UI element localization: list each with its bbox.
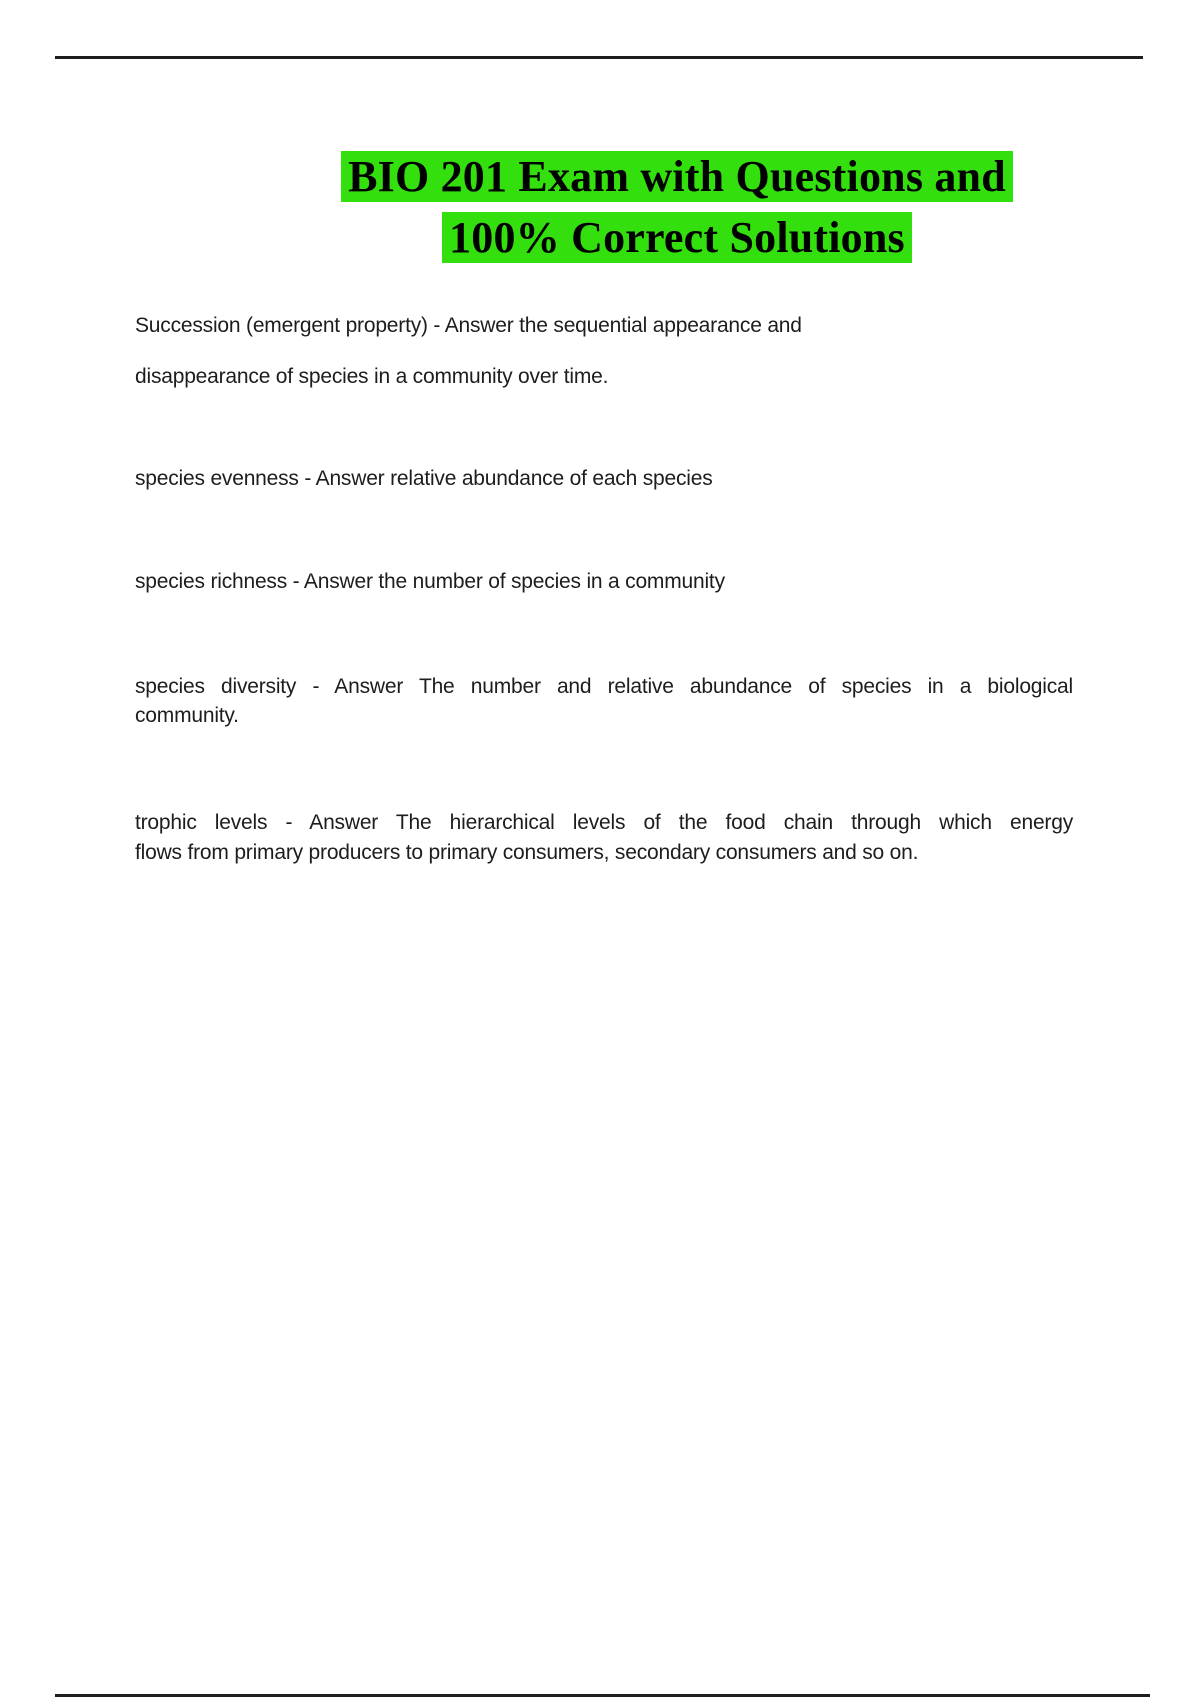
- qa-line: species evenness - Answer relative abundance of each species: [135, 467, 713, 490]
- document-title-line-2: 100% Correct Solutions: [442, 212, 912, 263]
- bottom-rule: [55, 1694, 1150, 1697]
- qa-line: trophic levels - Answer The hierarchical levels of the food chain through which energy: [135, 811, 1073, 834]
- qa-line: community.: [135, 704, 239, 727]
- qa-line: flows from primary producers to primary consumers, secondary consumers and so on.: [135, 841, 919, 864]
- top-rule: [55, 56, 1143, 59]
- document-title: [77, 146, 1200, 268]
- qa-line: species richness - Answer the number of species in a community: [135, 570, 725, 593]
- qa-line: Succession (emergent property) - Answer the sequential appearance and: [135, 314, 802, 337]
- document-title-line-1: BIO 201 Exam with Questions and: [341, 151, 1013, 202]
- qa-line: disappearance of species in a community over time.: [135, 365, 609, 388]
- qa-line: species diversity - Answer The number and relative abundance of species in a biological: [135, 675, 1073, 698]
